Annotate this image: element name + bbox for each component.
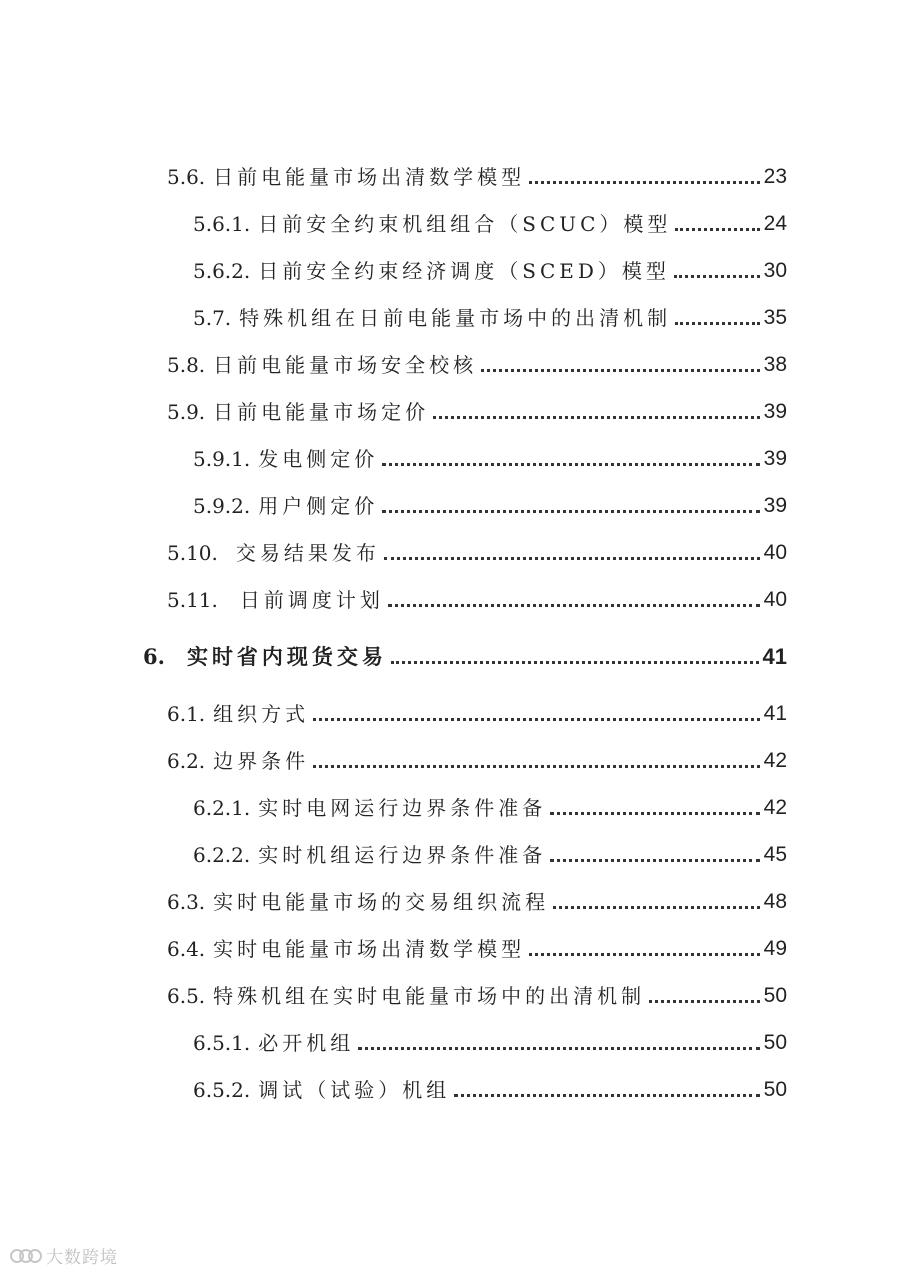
toc-entry[interactable] — [167, 160, 787, 190]
toc-entry-number: 6.5. — [167, 984, 206, 1008]
toc-dot-leader — [454, 1094, 759, 1097]
toc-entry-number: 6.2. — [167, 749, 206, 773]
toc-entry-page: 40 — [763, 541, 787, 564]
toc-dot-leader — [313, 718, 759, 721]
toc-entry-title: 日前安全约束经济调度（SCED）模型 — [258, 259, 670, 283]
toc-entry-page: 30 — [763, 259, 787, 282]
toc-dot-leader — [553, 906, 759, 909]
toc-entry-page: 23 — [763, 165, 787, 188]
toc-dot-leader — [529, 953, 759, 956]
toc-entry-number: 6.4. — [167, 937, 206, 961]
toc-entry-page: 41 — [762, 644, 787, 669]
toc-entry-title: 交易结果发布 — [235, 541, 380, 565]
toc-entry-title: 组织方式 — [213, 702, 310, 726]
toc-entry-number: 5.9.2. — [193, 494, 251, 518]
toc-entry-page: 38 — [763, 353, 787, 376]
toc-entry-page: 50 — [763, 1031, 787, 1054]
toc-entry[interactable] — [193, 301, 787, 331]
toc-entry-title: 日前电能量市场安全校核 — [213, 353, 478, 377]
toc-entry-number: 5.11. — [167, 588, 218, 612]
toc-entry-title: 特殊机组在日前电能量市场中的出清机制 — [239, 306, 672, 330]
toc-entry[interactable] — [193, 254, 787, 284]
toc-dot-leader — [675, 322, 759, 325]
toc-entry[interactable] — [167, 583, 787, 613]
toc-entry-number: 6.5.1. — [193, 1031, 251, 1055]
toc-entry[interactable] — [167, 536, 787, 566]
toc-entry-number: 5.8. — [167, 353, 206, 377]
toc-entry-title: 实时电能量市场出清数学模型 — [213, 937, 526, 961]
toc-entry-number: 6.1. — [167, 702, 206, 726]
toc-entry-title: 发电侧定价 — [258, 447, 379, 471]
toc-dot-leader — [388, 604, 760, 607]
toc-chapter-entry[interactable] — [143, 640, 787, 670]
toc-entry-number: 5.9.1. — [193, 447, 251, 471]
toc-entry-page: 48 — [763, 890, 787, 913]
toc-dot-leader — [433, 416, 759, 419]
toc-entry-title: 日前电能量市场出清数学模型 — [213, 165, 526, 189]
toc-entry[interactable] — [167, 395, 787, 425]
toc-entry-number: 6. — [143, 644, 165, 669]
toc-entry[interactable] — [167, 979, 787, 1009]
toc-entry[interactable] — [167, 348, 787, 378]
watermark-text: 大数跨境 — [46, 1248, 118, 1268]
toc-entry-title: 必开机组 — [258, 1031, 355, 1055]
toc-entry-page: 40 — [763, 588, 787, 611]
toc-dot-leader — [675, 228, 759, 231]
toc-entry[interactable] — [167, 932, 787, 962]
toc-entry-page: 50 — [763, 1078, 787, 1101]
toc-entry-page: 41 — [763, 702, 787, 725]
toc-entry-page: 39 — [763, 447, 787, 470]
toc-entry-title: 调试（试验）机组 — [258, 1078, 451, 1102]
toc-entry-page: 49 — [763, 937, 787, 960]
toc-dot-leader — [382, 463, 759, 466]
toc-entry-title: 用户侧定价 — [258, 494, 379, 518]
toc-entry-title: 实时机组运行边界条件准备 — [258, 843, 547, 867]
toc-entry[interactable] — [193, 442, 787, 472]
toc-entry-page: 39 — [763, 400, 787, 423]
toc-dot-leader — [358, 1047, 759, 1050]
watermark — [10, 1243, 118, 1268]
toc-entry[interactable] — [167, 697, 787, 727]
toc-entry-number: 6.2.2. — [193, 843, 251, 867]
toc-entry[interactable] — [193, 838, 787, 868]
toc-entry[interactable] — [193, 791, 787, 821]
toc-entry-number: 6.2.1. — [193, 796, 251, 820]
toc-entry[interactable] — [193, 207, 787, 237]
toc-dot-leader — [391, 661, 759, 664]
toc-entry-title: 实时电网运行边界条件准备 — [258, 796, 547, 820]
toc-dot-leader — [481, 369, 759, 372]
toc-entry-page: 50 — [763, 984, 787, 1007]
toc-entry-page: 42 — [763, 749, 787, 772]
toc-entry[interactable] — [193, 1026, 787, 1056]
toc-entry[interactable] — [193, 489, 787, 519]
toc-dot-leader — [384, 557, 760, 560]
toc-entry-number: 5.10. — [167, 541, 218, 565]
toc-entry-number: 5.9. — [167, 400, 206, 424]
toc-entry-number: 6.3. — [167, 890, 206, 914]
toc-dot-leader — [674, 275, 760, 278]
toc-entry-number: 5.6.2. — [193, 259, 251, 283]
toc-entry-page: 39 — [763, 494, 787, 517]
toc-dot-leader — [529, 181, 759, 184]
toc-entry-title: 实时电能量市场的交易组织流程 — [213, 890, 550, 914]
toc-entry-number: 5.6.1. — [193, 212, 251, 236]
toc-entry-page: 35 — [763, 306, 787, 329]
toc-entry-title: 日前安全约束机组组合（SCUC）模型 — [258, 212, 672, 236]
toc-dot-leader — [382, 510, 759, 513]
toc-dot-leader — [550, 812, 759, 815]
toc-dot-leader — [550, 859, 759, 862]
toc-entry[interactable] — [167, 885, 787, 915]
toc-entry-number: 6.5.2. — [193, 1078, 251, 1102]
toc-entry-title: 日前调度计划 — [239, 588, 384, 612]
watermark-logo-icon — [10, 1247, 40, 1265]
toc-entry-page: 24 — [763, 212, 787, 235]
toc-entry-title: 实时省内现货交易 — [186, 644, 387, 669]
toc-entry-page: 45 — [763, 843, 787, 866]
toc-entry-title: 特殊机组在实时电能量市场中的出清机制 — [213, 984, 646, 1008]
toc-entry[interactable] — [167, 744, 787, 774]
toc-dot-leader — [313, 765, 759, 768]
toc-entry-title: 边界条件 — [213, 749, 310, 773]
toc-entry-page: 42 — [763, 796, 787, 819]
toc-entry-number: 5.6. — [167, 165, 206, 189]
toc-entry-title: 日前电能量市场定价 — [213, 400, 430, 424]
toc-entry[interactable] — [193, 1073, 787, 1103]
toc-entry-number: 5.7. — [193, 306, 232, 330]
toc-dot-leader — [649, 1000, 759, 1003]
